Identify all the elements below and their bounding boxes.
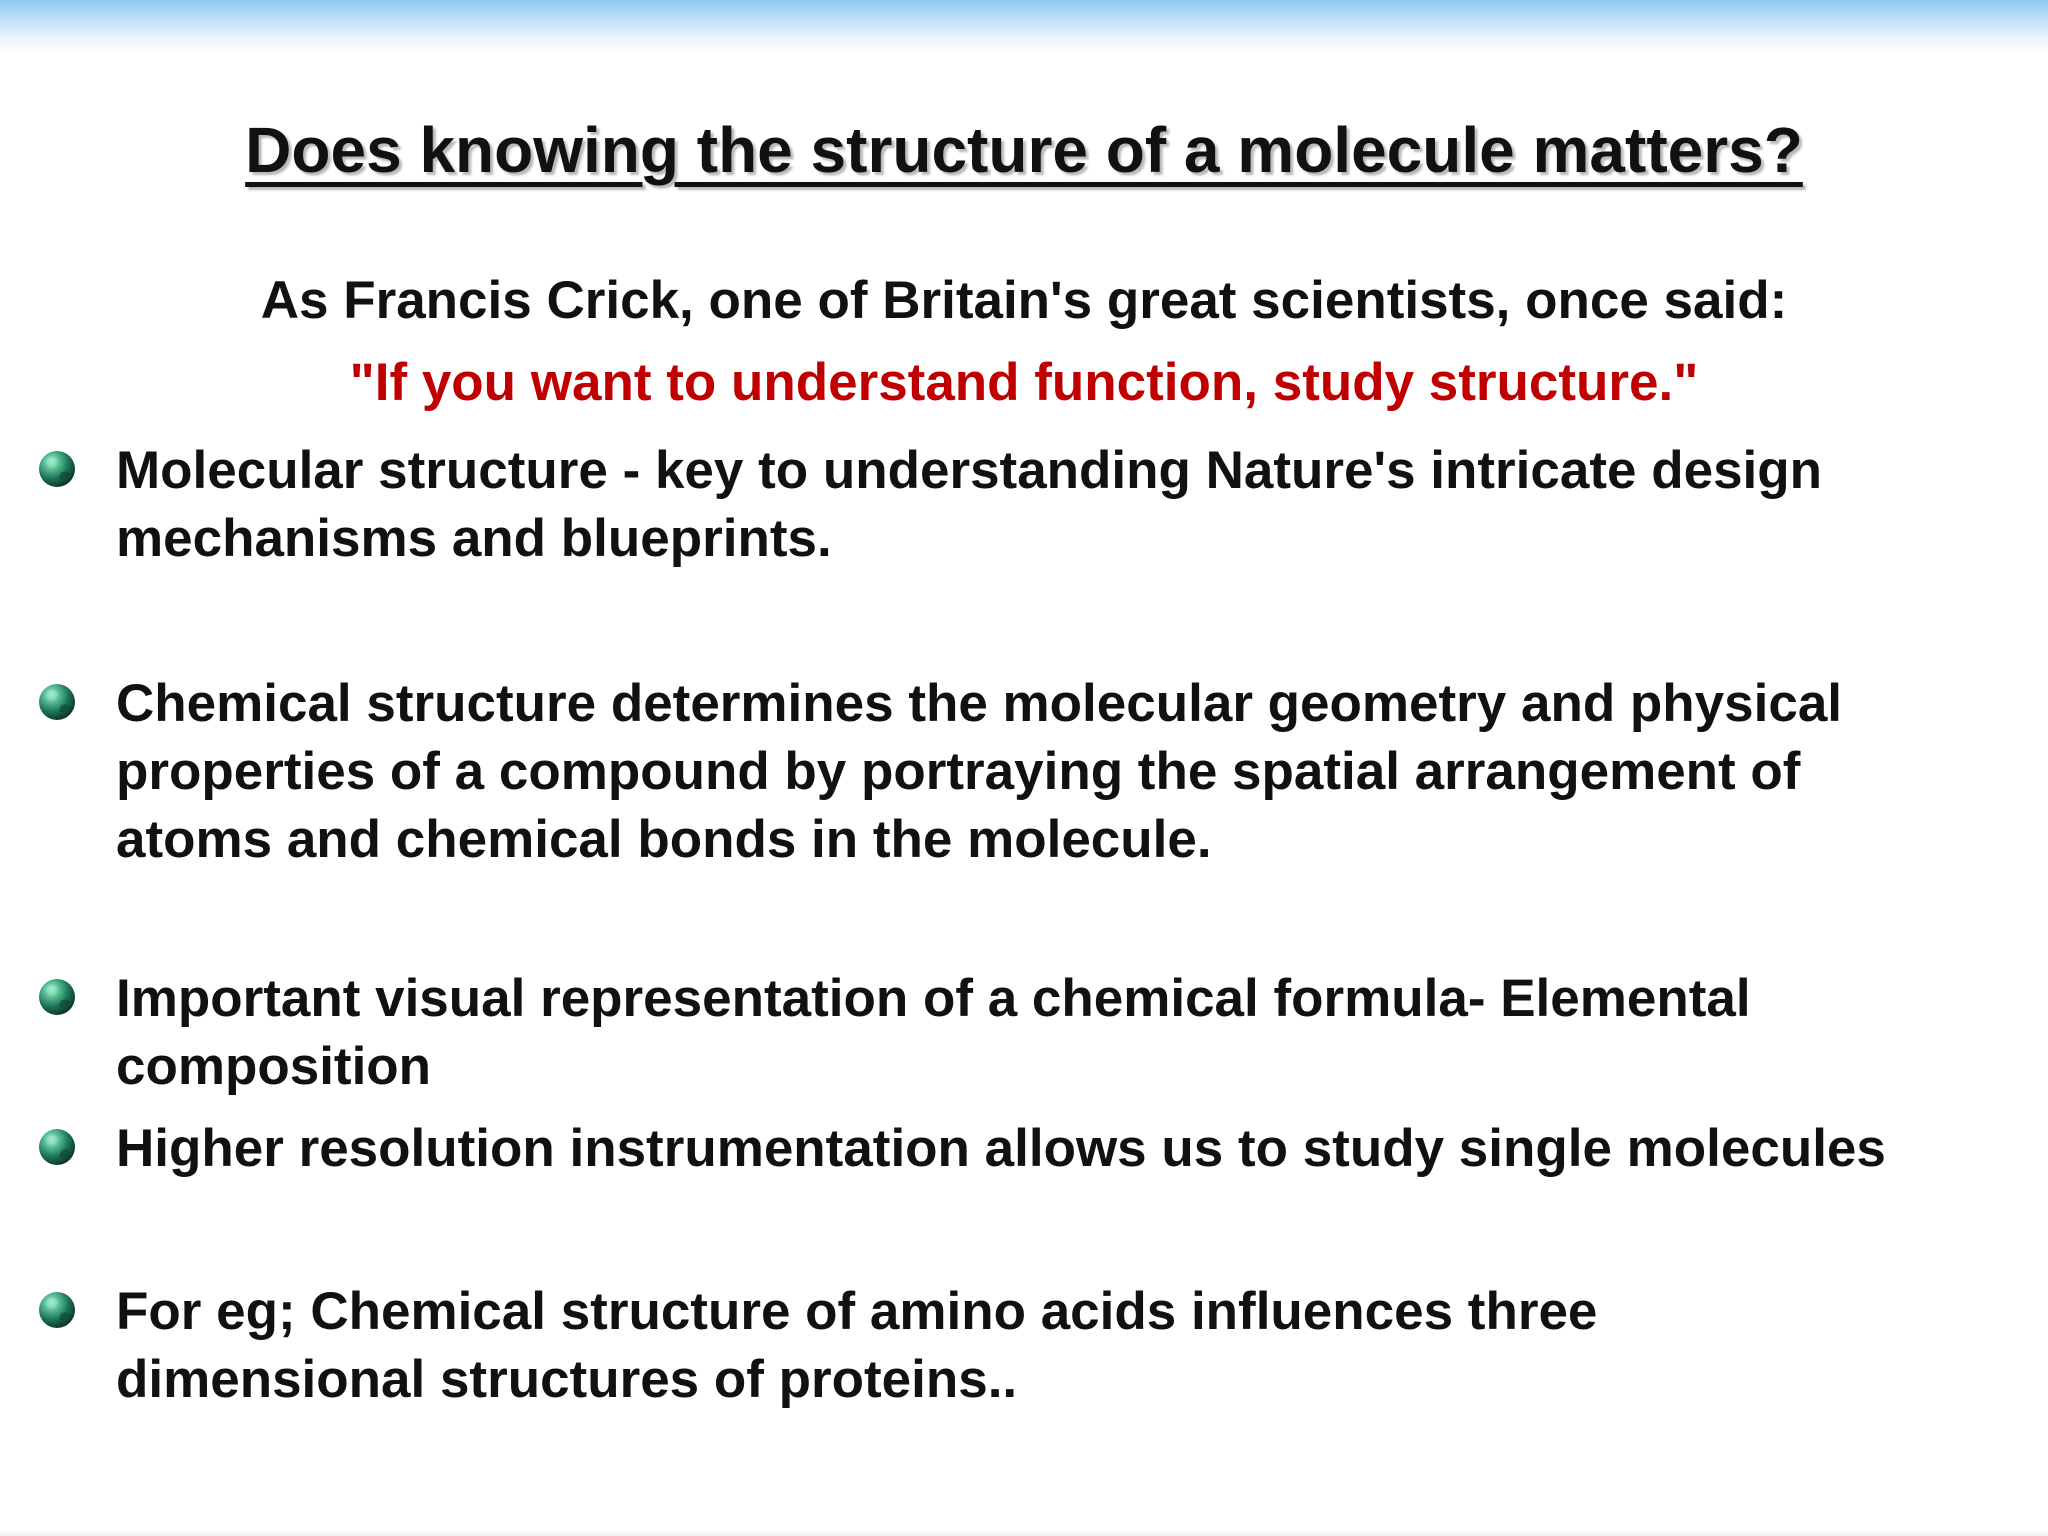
bullet-line: Important visual representation of a chemical formula- Elemental [116, 969, 1751, 1028]
bullet-line: composition [116, 1037, 432, 1096]
green-sphere-bullet-icon [37, 682, 77, 722]
bullet-line: Molecular structure - key to understanding Nature's intricate design [116, 441, 1823, 500]
bullet-line: For eg; Chemical structure of amino acids influences three [116, 1282, 1598, 1341]
bullet-line: mechanisms and blueprints. [116, 509, 832, 568]
bullet-text [116, 437, 2016, 573]
crick-quote: "If you want to understand function, study structure." [349, 353, 1699, 412]
green-sphere-bullet-icon [37, 449, 77, 489]
bullet-line: Higher resolution instrumentation allows us to study single molecules [116, 1119, 1886, 1178]
bullet-line: dimensional structures of proteins.. [116, 1350, 1018, 1409]
crick-attribution: As Francis Crick, one of Britain's great scientists, once said: [260, 271, 1788, 330]
bullet-text [116, 1278, 2016, 1414]
bullet-text [116, 670, 2016, 874]
bullet-line: Chemical structure determines the molecular geometry and physical [116, 674, 1843, 733]
bullet-text [116, 1115, 2016, 1183]
bullet-line: atoms and chemical bonds in the molecule. [116, 810, 1212, 869]
bullet-line: properties of a compound by portraying the spatial arrangement of [116, 742, 1801, 801]
header-band [0, 0, 2048, 52]
bullet-text [116, 965, 2016, 1101]
footer-band [0, 1530, 2048, 1536]
slide-title: Does knowing the structure of a molecule matters? [245, 114, 1803, 186]
green-sphere-bullet-icon [37, 977, 77, 1017]
green-sphere-bullet-icon [37, 1290, 77, 1330]
green-sphere-bullet-icon [37, 1127, 77, 1167]
